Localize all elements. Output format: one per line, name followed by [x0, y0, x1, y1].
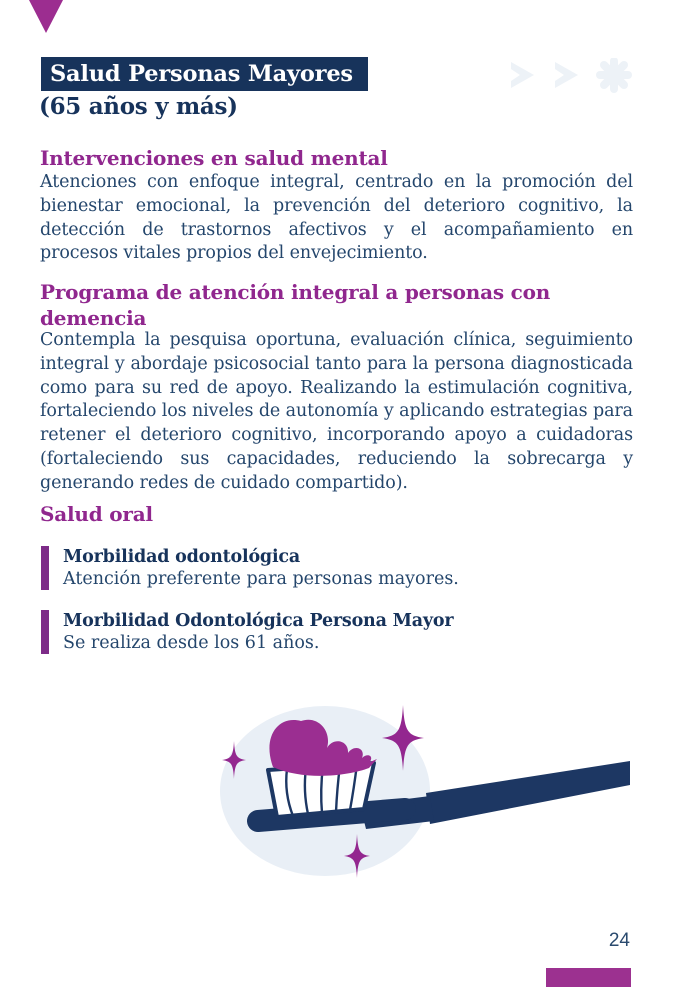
page-title: Salud Personas Mayores [50, 61, 353, 87]
list-item [41, 610, 453, 654]
page-number: 24 [608, 930, 630, 951]
corner-triangle-decoration [0, 0, 80, 40]
toothbrush-illustration [200, 693, 640, 893]
starburst-icon [600, 61, 628, 89]
list-item-description: Atención preferente para personas mayores. [63, 568, 459, 589]
accent-bar [41, 610, 49, 654]
header-decorations [506, 58, 634, 94]
section-heading-salud-oral: Salud oral [40, 502, 153, 526]
title-badge [41, 57, 368, 91]
paragraph-demencia: Contempla la pesquisa oportuna, evaluación clínica, seguimiento integral y abordaje psicosocial tanto para la persona diagnosticada como para su red de apoyo. Realizando la estimulación cognitiva, fortaleciendo los niveles de autonomía y aplicando estrategias para retener el deterioro cognitivo, incorporando apoyo a cuidadoras (fortaleciendo sus capacidades, reduciendo la sobrecarga y generando redes de cuidado compartido). [40, 330, 633, 493]
list-item-title: Morbilidad Odontológica Persona Mayor [63, 611, 454, 631]
paragraph-salud-mental: Atenciones con enfoque integral, centrado en la promoción del bienestar emocional, la prevención del deterioro cognitivo, la detección de trastornos afectivos y el acompañamiento en procesos vitales propios del envejecimiento. [40, 172, 633, 264]
section-heading-salud-mental: Intervenciones en salud mental [40, 146, 388, 170]
list-item-title: Morbilidad odontológica [63, 547, 301, 567]
list-item-description: Se realiza desde los 61 años. [63, 632, 320, 653]
accent-bar [41, 546, 49, 590]
section-heading-demencia: Programa de atención integral a personas con demencia [40, 280, 551, 330]
bottom-accent-bar [546, 968, 631, 987]
chevron-right-icon [511, 62, 534, 88]
list-item [41, 546, 459, 590]
page-subtitle: (65 años y más) [39, 93, 238, 120]
chevron-right-icon [555, 62, 578, 88]
